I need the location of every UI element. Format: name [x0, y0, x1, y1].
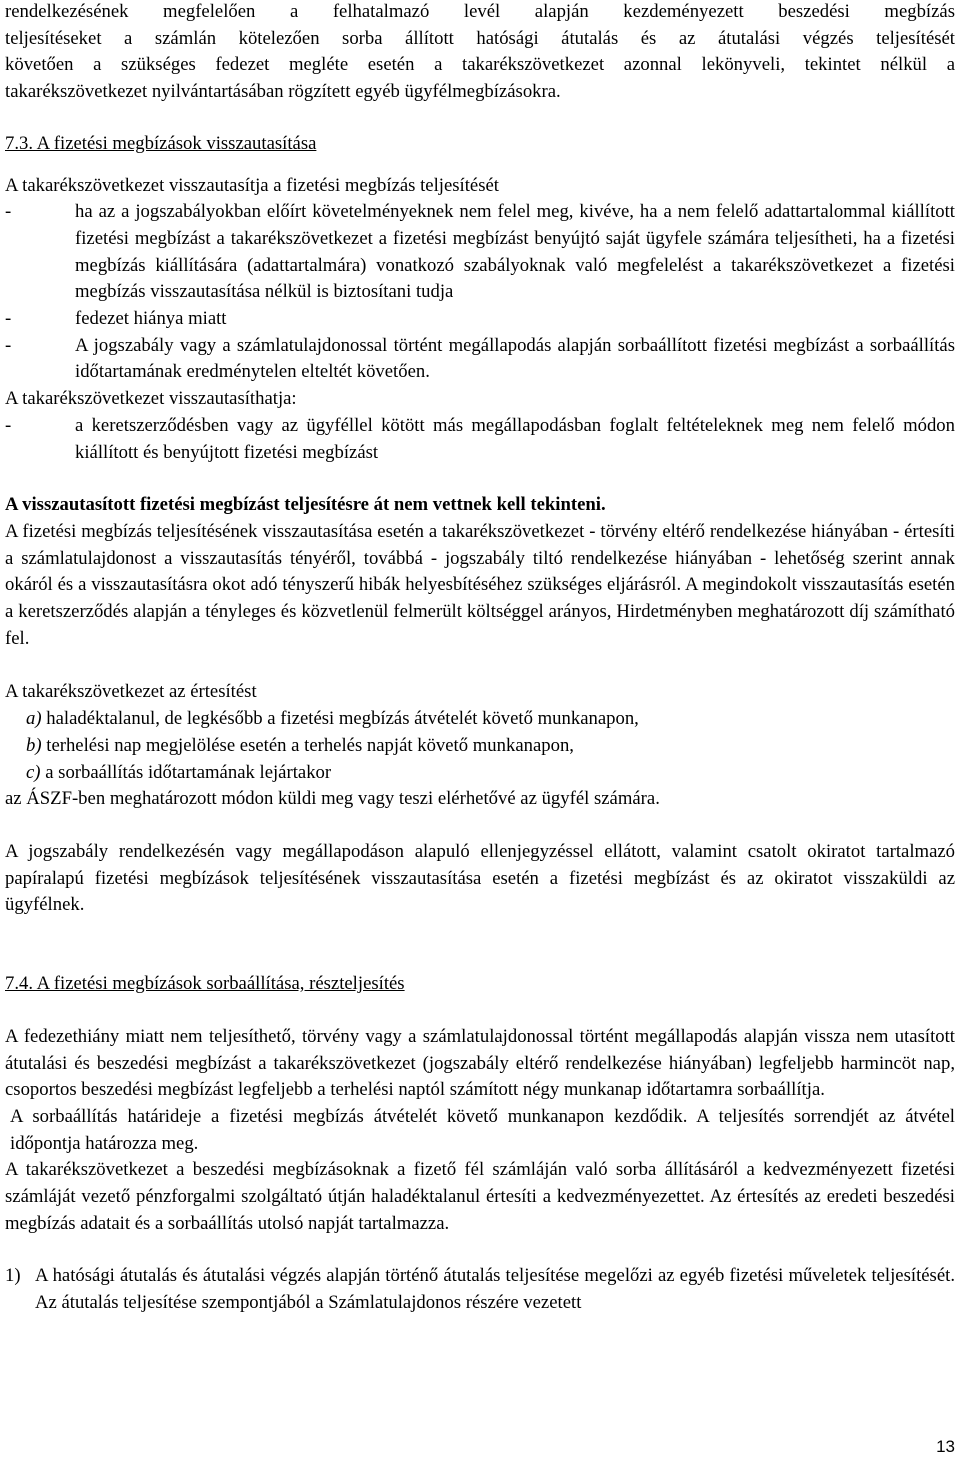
list-item-text: A jogszabály vagy a számlatulajdonossal történt megállapodás alapján sorbaállított fizetési megbízást a sorbaállítás időtartamának eredménytelen elteltét követően.	[75, 334, 955, 383]
list-item	[5, 413, 955, 466]
intro-line: takarékszövetkezet nyilvántartásában rögzített egyéb ügyfélmegbízásokra.	[5, 81, 561, 103]
list-item	[5, 306, 955, 333]
item-text: terhelési nap megjelölése esetén a terhelés napját követő munkanapon,	[46, 734, 574, 756]
intro-line: követően a szükséges fedezet megléte esetén a takarékszövetkezet azonnal lekönyveli, tekintet nélkül a	[5, 54, 955, 76]
list-item-text: a keretszerződésben vagy az ügyféllel kötött más megállapodásban foglalt feltételeknek meg nem felelő módon kiállított és benyújtott fizetési megbízást	[75, 414, 955, 463]
notice-tail: az ÁSZF-ben meghatározott módon küldi meg vagy teszi elérhetővé az ügyfél számára.	[5, 788, 660, 810]
objection-paragraph: A jogszabály rendelkezésén vagy megállapodáson alapuló ellenjegyzéssel ellátott, valamint csatolt okiratot tartalmazó papíralapú fizetési megbízások teljesítésének visszautasítása esetén a fizetési megbízást és az okiratot visszaküldi az ügyfélnek.	[5, 840, 955, 916]
bold-statement: A visszautasított fizetési megbízást teljesítésre át nem vettnek kell tekinteni.	[5, 494, 606, 516]
numbered-item	[5, 1263, 955, 1316]
list-item	[5, 733, 955, 760]
list-item	[5, 199, 955, 306]
document-page	[5, 0, 955, 1317]
refuse-lead: A takarékszövetkezet visszautasítja a fizetési megbízás teljesítését	[5, 174, 499, 196]
item-text: haladéktalanul, de legkésőbb a fizetési megbízás átvételét követő munkanapon,	[46, 708, 639, 730]
intro-line: rendelkezésének megfelelően a felhatalmazó levél alapján kezdeményezett beszedési megbízás	[5, 1, 955, 22]
intro-paragraph	[5, 0, 955, 106]
item-letter: c)	[26, 761, 41, 783]
item-letter: a)	[26, 708, 42, 730]
intro-line: teljesítéseket a számlán kötelezően sorba állított hatósági átutalás és az átutalási végzés teljesítését	[5, 27, 955, 49]
item-text: a sorbaállítás időtartamának lejártakor	[45, 761, 332, 783]
dash-marker: -	[5, 201, 12, 223]
queue-paragraph: A fedezethiány miatt nem teljesíthető, törvény vagy a számlatulajdonossal történt megállapodás alapján vissza nem utasított átutalási és beszedési megbízást a takarékszövetkezet (jogszabály eltérő rendelkezése hiányában) legfeljebb harmincöt nap, csoportos beszedési megbízást legfeljebb a terhelési naptól számított négy munkanap időtartamra sorbaállítja.	[5, 1025, 955, 1101]
refuse-list	[5, 199, 955, 386]
dash-marker: -	[5, 308, 12, 330]
list-item	[5, 706, 955, 733]
section-heading-7-4: 7.4. A fizetési megbízások sorbaállítása, részteljesítés	[5, 973, 405, 995]
notice-lead: A takarékszövetkezet az értesítést	[5, 681, 257, 703]
list-item	[5, 760, 955, 787]
may-refuse-lead: A takarékszövetkezet visszautasíthatja:	[5, 388, 297, 410]
dash-marker: -	[5, 414, 12, 436]
may-refuse-list	[5, 413, 955, 466]
notice-list	[5, 706, 955, 786]
item-number: 1)	[5, 1265, 21, 1287]
list-item	[5, 333, 955, 386]
notify-beneficiary-paragraph: A takarékszövetkezet a beszedési megbízásoknak a fizető fél számláján való sorba állításáról a kedvezményezett fizetési számláját vezető pénzforgalmi szolgáltató útján haladéktalanul értesíti a kedvezményezettet. Az értesítés az eredeti beszedési megbízás adatait és a sorbaállítás utolsó napját tartalmazza.	[5, 1159, 955, 1234]
section-heading-7-3: 7.3. A fizetési megbízások visszautasítása	[5, 132, 317, 154]
deadline-paragraph: A sorbaállítás határideje a fizetési megbízás átvételét követő munkanapon kezdődik. A teljesítés sorrendjét az átvétel időpontja határozza meg.	[10, 1105, 955, 1154]
dash-marker: -	[5, 334, 12, 356]
list-item-text: fedezet hiánya miatt	[75, 308, 227, 330]
notify-paragraph: A fizetési megbízás teljesítésének visszautasítása esetén a takarékszövetkezet - törvény eltérő rendelkezése hiányában - értesíti a számlatulajdonost a visszautasítás tényéről, továbbá - jogszabály tiltó rendelkezése hiányában - lehetőség szerint annak okáról és a visszautasításra okot adó tényszerű hibák helyesbítéséhez szükséges eljárásról. A megindokolt visszautasítás esetén a keretszerződés alapján a tényleges és közvetlenül felmerült költséggel arányos, Hirdetményben meghatározott díj számítható fel.	[5, 520, 955, 649]
item-letter: b)	[26, 734, 42, 756]
page-number: 13	[936, 1437, 955, 1456]
list-item-text: ha az a jogszabályokban előírt követelményeknek nem felel meg, kivéve, ha a nem felelő adattartalommal kiállított fizetési megbízást a takarékszövetkezet a fizetési megbízást benyújtó saját ügyfele számára teljesítheti, ha a fizetési megbízás kiállítására (adattartalmára) vonatkozó szabályoknak való megfelelést a takarékszövetkezet a fizetési megbízás visszautasítása nélkül is biztosítani tudja	[75, 201, 955, 303]
numbered-item-text: A hatósági átutalás és átutalási végzés alapján történő átutalás teljesítése megelőzi az egyéb fizetési műveletek teljesítését. Az átutalás teljesítése szempontjából a Számlatulajdonos részére vezetett	[35, 1265, 955, 1314]
